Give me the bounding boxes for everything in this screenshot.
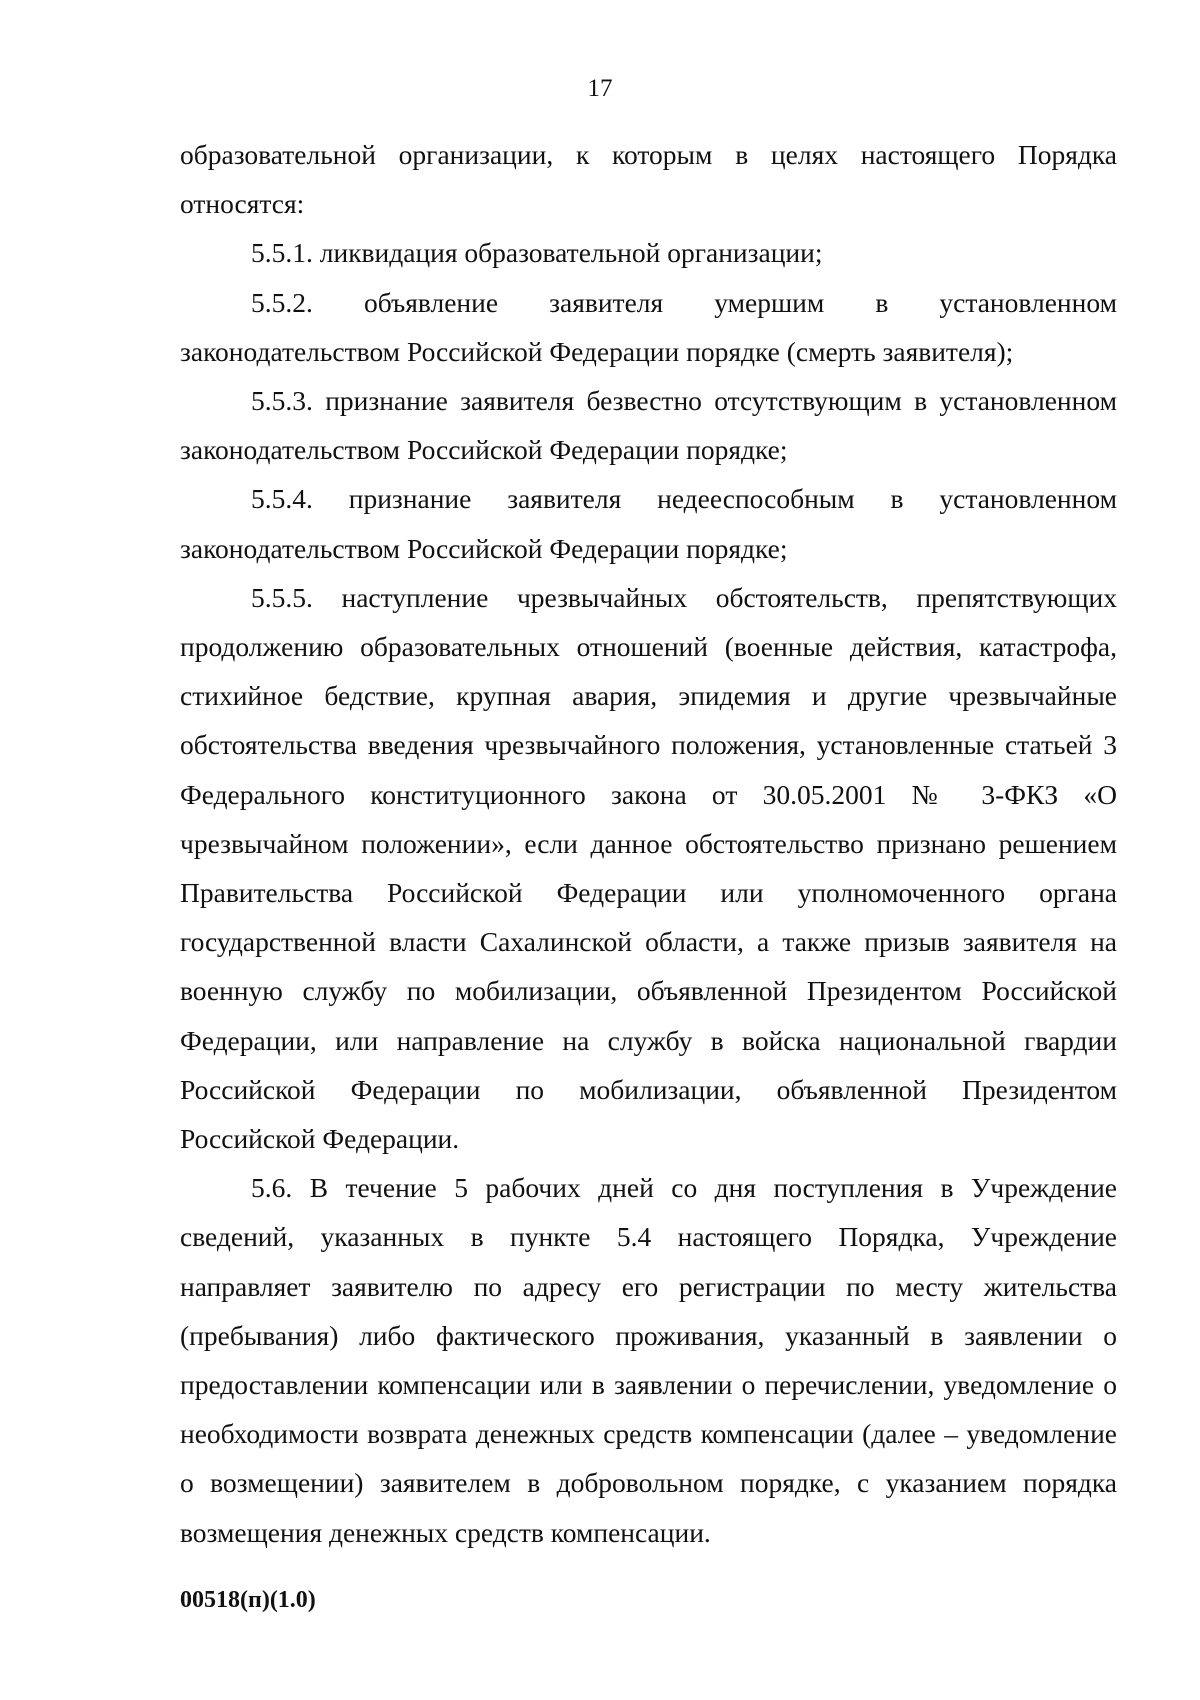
paragraph-continuation: образовательной организации, к которым в целях настоящего Порядка относятся: [180,139,1117,220]
paragraph-5-5-5: 5.5.5. наступление чрезвычайных обстоятельств, препятствующих продолжению образовательных отношений (военные действия, катастрофа, стихийное бедствие, крупная авария, эпидемия и другие чрезвычайные обстоятельства введения чрезвычайного положения, установленные статьей 3 Федерального конституционного закона от 30.05.2001 № 3-ФКЗ «О чрезвычайном положении», если данное обстоятельство признано решением Правительства Российской Федерации или уполномоченного органа государственной власти Сахалинской области, а также призыв заявителя на военную службу по мобилизации, объявленной Президентом Российской Федерации, или направление на службу в войска национальной гвардии Российской Федерации по мобилизации, объявленной Президентом Российской Федерации. [180,581,1117,1155]
paragraph-5-5-2: 5.5.2. объявление заявителя умершим в установленном законодательством Российской Федерации порядке (смерть заявителя); [180,286,1117,367]
paragraph-5-5-1: 5.5.1. ликвидация образовательной организации; [251,237,823,269]
document-body [180,130,1117,1557]
paragraph-5-6: 5.6. В течение 5 рабочих дней со дня поступления в Учреждение сведений, указанных в пункте 5.4 настоящего Порядка, Учреждение направляет заявителю по адресу его регистрации по месту жительства (пребывания) либо фактического проживания, указанный в заявлении о предоставлении компенсации или в заявлении о перечислении, уведомление о необходимости возврата денежных средств компенсации (далее – уведомление о возмещении) заявителем в добровольном порядке, с указанием порядка возмещения денежных средств компенсации. [180,1172,1117,1548]
paragraph-5-5-3: 5.5.3. признание заявителя безвестно отсутствующим в установленном законодательством Российской Федерации порядке; [180,385,1117,466]
paragraph-5-5-4: 5.5.4. признание заявителя недееспособным в установленном законодательством Российской Федерации порядке; [180,483,1117,564]
document-code: 00518(п)(1.0) [180,1587,316,1613]
page-number: 17 [587,75,613,102]
